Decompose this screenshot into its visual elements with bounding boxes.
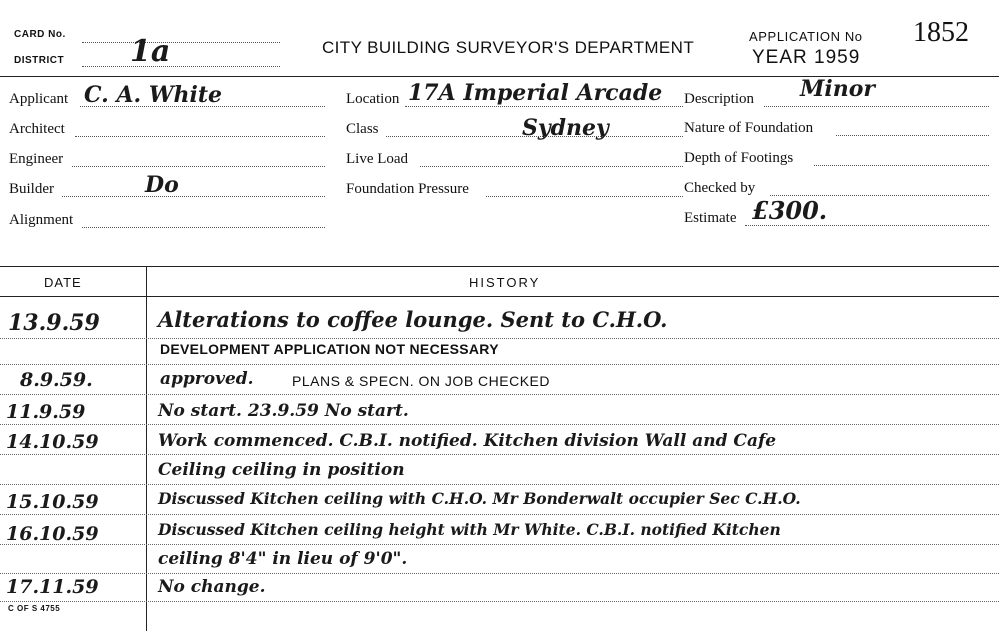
row-date: 14.10.59 [6, 431, 99, 453]
row-history: Discussed Kitchen ceiling with C.H.O. Mr Bonderwalt occupier Sec C.H.O. [158, 489, 801, 508]
row-history: approved. [160, 369, 254, 389]
year-label: YEAR 1959 [752, 47, 861, 68]
row-date: 11.9.59 [6, 401, 86, 423]
foundation-pressure-label: Foundation Pressure [346, 181, 469, 197]
row-date: 8.9.59. [20, 369, 93, 391]
table-header-rule [0, 296, 999, 297]
date-header: DATE [44, 275, 82, 290]
card-no-label: CARD No. [14, 29, 66, 40]
description-value: Minor [800, 76, 875, 102]
row-date: 15.10.59 [6, 491, 99, 513]
location-value-2: Sydney [522, 115, 609, 141]
date-column-divider [146, 266, 147, 631]
row-history: No start. 23.9.59 No start. [158, 401, 409, 421]
checked-by-label: Checked by [684, 180, 756, 196]
row-history: No change. [158, 577, 266, 597]
district-label: DISTRICT [14, 55, 65, 66]
applicant-value: C. A. White [84, 82, 223, 108]
class-label: Class [346, 121, 379, 137]
application-label: APPLICATION No [749, 29, 863, 44]
estimate-value: £300. [752, 196, 828, 225]
form-code: C OF S 4755 [8, 604, 61, 613]
history-header: HISTORY [469, 275, 541, 290]
location-label: Location [346, 91, 400, 107]
row-history: Alterations to coffee lounge. Sent to C.H.O. [158, 307, 668, 332]
nature-of-foundation-label: Nature of Foundation [684, 120, 814, 136]
applicant-label: Applicant [9, 91, 69, 107]
builder-value: Do [145, 172, 179, 198]
engineer-label: Engineer [9, 151, 64, 167]
builder-label: Builder [9, 181, 54, 197]
row-date: 13.9.59 [8, 310, 100, 336]
district-value: 1a [130, 34, 171, 69]
description-label: Description [684, 91, 754, 107]
alignment-label: Alignment [9, 212, 74, 228]
row-history: Work commenced. C.B.I. notified. Kitchen division Wall and Cafe [158, 431, 777, 451]
department-title: CITY BUILDING SURVEYOR'S DEPARTMENT [322, 38, 695, 57]
application-number: 1852 [913, 17, 969, 48]
estimate-label: Estimate [684, 210, 737, 226]
live-load-label: Live Load [346, 151, 409, 167]
row-stamp: DEVELOPMENT APPLICATION NOT NECESSARY [160, 341, 499, 357]
row-date: 16.10.59 [6, 523, 99, 545]
row-history: ceiling 8'4" in lieu of 9'0". [158, 549, 408, 569]
location-value: 17A Imperial Arcade [408, 80, 663, 106]
depth-of-footings-label: Depth of Footings [684, 150, 794, 166]
architect-label: Architect [9, 121, 65, 137]
row-date: 17.11.59 [6, 576, 99, 598]
row-history: Ceiling ceiling in position [158, 460, 405, 480]
table-top-rule [0, 266, 999, 267]
row-history: Discussed Kitchen ceiling height with Mr White. C.B.I. notified Kitchen [158, 520, 781, 539]
row-typed-note: PLANS & SPECN. ON JOB CHECKED [292, 373, 551, 389]
